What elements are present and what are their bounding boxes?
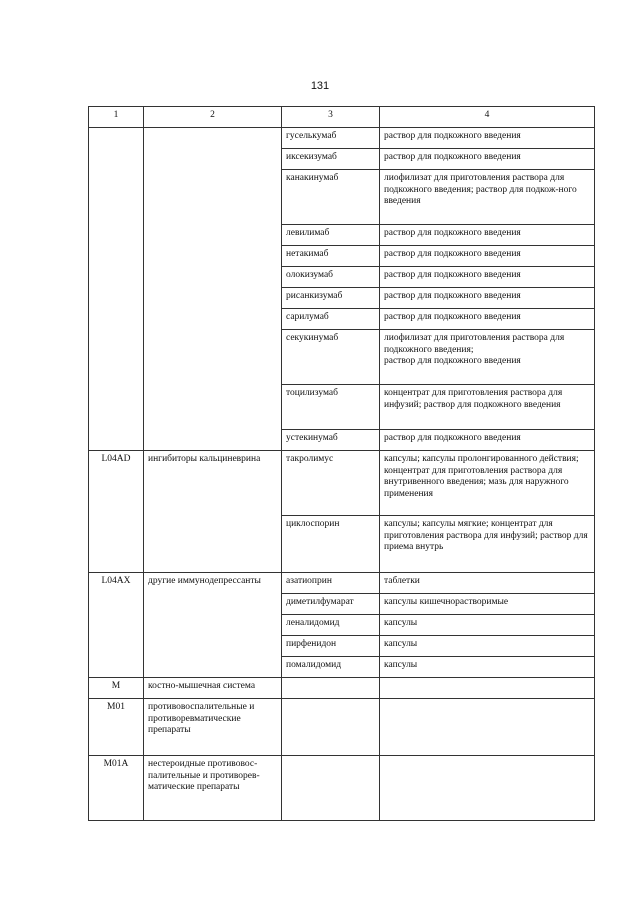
atc-code-cell: M01A — [89, 756, 144, 821]
table-header-row — [89, 107, 595, 128]
dosage-form-cell: раствор для подкожного введения — [380, 225, 595, 246]
group-name-cell: ингибиторы кальциневрина — [144, 451, 282, 573]
dosage-form-cell: лиофилизат для приготовления раствора для подкожного введения; раствор для подкожного введения — [380, 330, 595, 385]
drug-name-cell: устекинумаб — [282, 430, 380, 451]
drug-name-cell: такролимус — [282, 451, 380, 516]
drug-name-cell: помалидомид — [282, 657, 380, 678]
atc-code-cell: L04AD — [89, 451, 144, 573]
column-header: 3 — [282, 107, 380, 128]
drug-name-cell — [282, 678, 380, 699]
table-row — [89, 451, 595, 516]
drug-name-cell: пирфенидон — [282, 636, 380, 657]
dosage-form-cell: капсулы; капсулы пролонгированного действия; концентрат для приготовления раствора для внутривенного введения; мазь для наружного применения — [380, 451, 595, 516]
drug-name-cell: иксекизумаб — [282, 149, 380, 170]
column-header: 4 — [380, 107, 595, 128]
drug-table — [88, 106, 595, 821]
drug-name-cell: рисанкизумаб — [282, 288, 380, 309]
dosage-form-cell: капсулы; капсулы мягкие; концентрат для приготовления раствора для инфузий; раствор для приема внутрь — [380, 516, 595, 573]
dosage-form-cell: раствор для подкожного введения — [380, 149, 595, 170]
dosage-form-cell: капсулы кишечнорастворимые — [380, 594, 595, 615]
column-header: 2 — [144, 107, 282, 128]
page-number: 131 — [310, 80, 330, 92]
drug-name-cell: гуселькумаб — [282, 128, 380, 149]
drug-name-cell — [282, 756, 380, 821]
drug-name-cell: сарилумаб — [282, 309, 380, 330]
group-name-cell: другие иммунодепрессанты — [144, 573, 282, 678]
atc-code-cell: L04AX — [89, 573, 144, 678]
dosage-form-cell: раствор для подкожного введения — [380, 430, 595, 451]
drug-name-cell: олокизумаб — [282, 267, 380, 288]
column-header: 1 — [89, 107, 144, 128]
dosage-form-cell: раствор для подкожного введения — [380, 246, 595, 267]
drug-name-cell: секукинумаб — [282, 330, 380, 385]
dosage-form-cell — [380, 678, 595, 699]
dosage-form-cell: раствор для подкожного введения — [380, 267, 595, 288]
table-row — [89, 573, 595, 594]
dosage-form-cell: таблетки — [380, 573, 595, 594]
drug-name-cell: циклоспорин — [282, 516, 380, 573]
dosage-form-cell: капсулы — [380, 657, 595, 678]
dosage-form-cell: раствор для подкожного введения — [380, 309, 595, 330]
atc-code-cell — [89, 128, 144, 451]
drug-name-cell — [282, 699, 380, 756]
table-row — [89, 756, 595, 821]
dosage-form-cell: капсулы — [380, 615, 595, 636]
table-row — [89, 699, 595, 756]
drug-name-cell: азатиоприн — [282, 573, 380, 594]
drug-name-cell: нетакимаб — [282, 246, 380, 267]
drug-name-cell: канакинумаб — [282, 170, 380, 225]
dosage-form-cell: капсулы — [380, 636, 595, 657]
dosage-form-cell: концентрат для приготовления раствора для инфузий; раствор для подкожного введения — [380, 385, 595, 430]
dosage-form-cell — [380, 756, 595, 821]
drug-name-cell: леналидомид — [282, 615, 380, 636]
table-row — [89, 678, 595, 699]
group-name-cell — [144, 128, 282, 451]
drug-name-cell: диметилфумарат — [282, 594, 380, 615]
drug-name-cell: тоцилизумаб — [282, 385, 380, 430]
group-name-cell: нестероидные противовос-палительные и противорев-матические препараты — [144, 756, 282, 821]
drug-name-cell: левилимаб — [282, 225, 380, 246]
atc-code-cell: M01 — [89, 699, 144, 756]
table-row — [89, 128, 595, 149]
dosage-form-cell: лиофилизат для приготовления раствора для подкожного введения; раствор для подкож-ного введения — [380, 170, 595, 225]
group-name-cell: противовоспалительные и противоревматические препараты — [144, 699, 282, 756]
atc-code-cell: M — [89, 678, 144, 699]
dosage-form-cell: раствор для подкожного введения — [380, 288, 595, 309]
dosage-form-cell: раствор для подкожного введения — [380, 128, 595, 149]
group-name-cell: костно-мышечная система — [144, 678, 282, 699]
dosage-form-cell — [380, 699, 595, 756]
